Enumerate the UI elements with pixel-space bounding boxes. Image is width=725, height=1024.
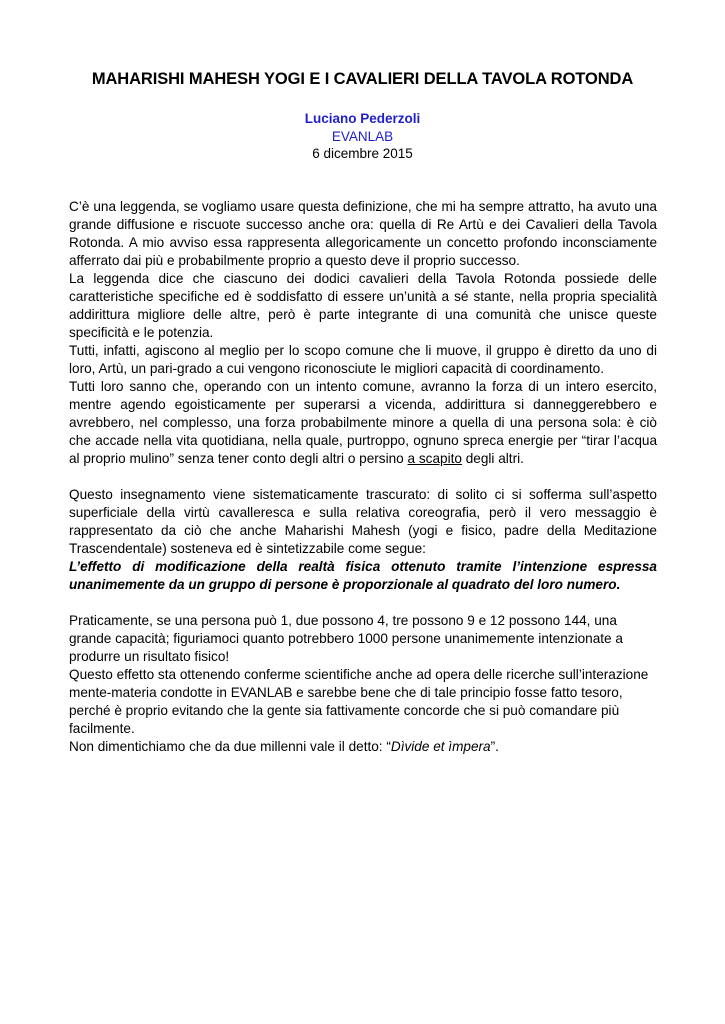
paragraph-8: Questo effetto sta ottenendo conferme scientifiche anche ad opera delle ricerche sull’interazione mente-materia condotte in EVANLAB e sarebbe bene che di tale principio fosse fatto tesoro, perché è proprio evitando che la gente sia fattivamente concorde che si può comandare più facilmente. [69,667,649,736]
organization-name: EVANLAB [331,128,394,144]
document-body [69,198,657,756]
latin-motto: Dìvide et ìmpera [390,739,491,754]
paragraph-9-text-b: ”. [490,739,499,754]
paragraph-5: Questo insegnamento viene sistematicamente trascurato: di solito ci si sofferma sull’aspetto superficiale della virtù cavalleresca e sulla relativa coreografia, però il vero messaggio è rappresentato da ciò che anche Maharishi Mahesh (yogi e fisico, padre della Meditazione Trascendentale) sosteneva ed è sintetizzabile come segue: [69,487,657,556]
paragraph-spacer [69,594,657,612]
paragraph-9-text-a: Non dimentichiamo che da due millenni vale il detto: “ [69,739,391,754]
paragraph-spacer [69,468,657,486]
paragraph-9 [69,738,657,756]
document-title: MAHARISHI MAHESH YOGI E I CAVALIERI DELLA TAVOLA ROTONDA [91,70,634,88]
paragraph-7: Praticamente, se una persona può 1, due possono 4, tre possono 9 e 12 possono 144, una grande capacità; figuriamoci quanto potrebbero 1000 persone unanimemente intenzionate a produrre un risultato fisico! [69,613,623,664]
underlined-phrase: a scapito [407,451,462,466]
paragraph-1: C’è una leggenda, se vogliamo usare questa definizione, che mi ha sempre attratto, ha avuto una grande diffusione e riscuote successo anche ora: quella di Re Artù e dei Cavalieri della Tavola Rotonda. A mio avviso essa rappresenta allegoricamente un concetto profondo inconsciamente afferrato dai più e probabilmente proprio a questo deve il proprio successo. [69,199,657,268]
paragraph-4-text-b: degli altri. [461,451,524,466]
paragraph-4 [69,378,657,468]
paragraph-4-text-a: Tutti loro sanno che, operando con un intento comune, avranno la forza di un intero esercito, mentre agendo egoisticamente per superarsi a vicenda, addirittura si danneggerebbero e avrebbero, nel complesso, una forza probabilmente minore a quella di una persona sola: è ciò che accade nella vita quotidiana, nella quale, purtroppo, ognuno spreca energie per “tirar l’acqua al proprio mulino” senza tener conto degli altri o persino [69,379,657,466]
document-date: 6 dicembre 2015 [312,146,413,161]
paragraph-3: Tutti, infatti, agiscono al meglio per lo scopo comune che li muove, il gruppo è diretto da uno di loro, Artù, un pari-grado a cui vengono riconosciute le migliori capacità di coordinamento. [69,343,657,376]
paragraph-2: La leggenda dice che ciascuno dei dodici cavalieri della Tavola Rotonda possiede delle caratteristiche specifiche ed è soddisfatto di essere un’unità a sé stante, nella propria specialità addirittura migliore delle altre, però è parte integrante di una comunità che unisce queste specificità e le potenzia. [69,271,657,340]
byline [0,110,725,163]
author-name: Luciano Pederzoli [304,111,421,126]
principle-statement: L’effetto di modificazione della realtà fisica ottenuto tramite l’intenzione espressa unanimemente da un gruppo di persone è proporzionale al quadrato del loro numero. [69,559,657,592]
